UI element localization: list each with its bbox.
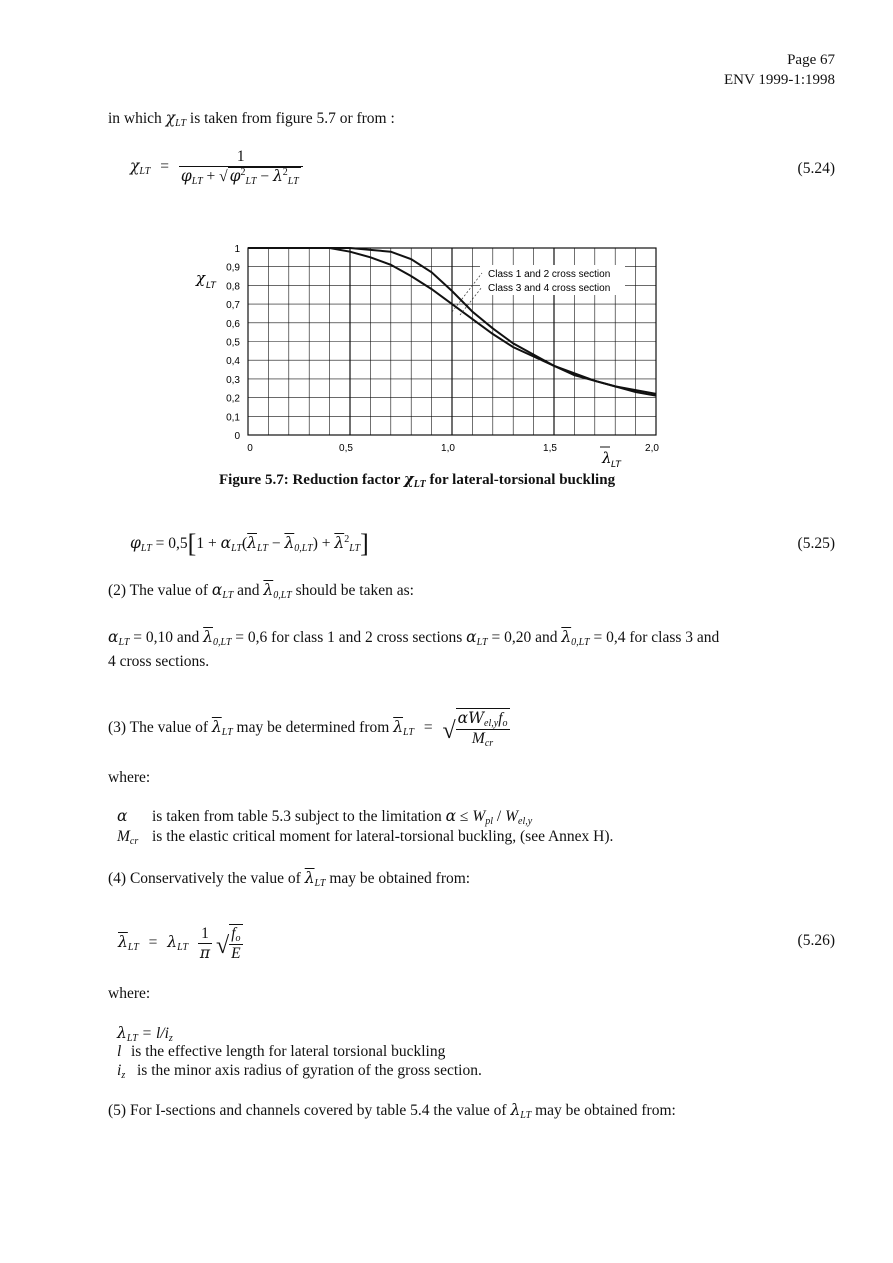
equation-5-26: $\overline{\lambda}_{LT} = \lambda_{LT}$ $\frac{1}{\pi}$ √ $\frac{f_o}{E}$	[118, 925, 241, 962]
paragraph-2-values: $\alpha_{LT} = 0,10$ and $\overline{\lambda}_{0,LT} = 0,6$ for class 1 and 2 cross sections $\alpha_{LT} = 0,20$ and $\overline{\lambda}_{0,LT} = 0,4$ for class 3 and	[108, 628, 720, 648]
legend	[452, 265, 625, 315]
paragraph-3: (3) The value of $\overline{\lambda}_{LT}$ may be determined from $\overline{\lambda}_{LT}$ = √ $\frac{\alpha W_{el,y}f_o}{M_{cr}}$	[108, 709, 508, 749]
y-tick-label: 1	[234, 244, 240, 255]
y-tick-label: 0,3	[226, 374, 240, 386]
intro-line: in which $\chi_{LT}$ is taken from figure 5.7 or from :	[108, 109, 395, 129]
legend-item-class-3-4: Class 3 and 4 cross section	[488, 283, 611, 294]
figure-caption: Figure 5.7: Reduction factor $\chi_{LT}$ for lateral-torsional buckling	[219, 470, 616, 490]
legend-item-class-1-2: Class 1 and 2 cross section	[488, 269, 611, 280]
x-tick-label: 0	[247, 443, 253, 454]
equation-5-25: $\varphi_{LT} = 0,5[1 + \alpha_{LT}(\overline{\lambda}_{LT} - \overline{\lambda}_{0,LT}) + \overline{\lambda}^2_{LT}]$	[130, 529, 369, 558]
where-label-1: where:	[108, 769, 151, 786]
x-tick-label: 1,0	[441, 443, 455, 454]
x-tick-label: 2,0	[645, 443, 659, 454]
equation-number-5-26: (5.26)	[797, 932, 835, 949]
definition-alpha: α is taken from table 5.3 subject to the limitation $\alpha \le W_{pl} / W_{el,y}$	[117, 807, 533, 827]
y-axis-label-sub: LT	[206, 281, 216, 291]
page-header	[724, 50, 835, 90]
y-tick-label: 0,5	[226, 337, 240, 349]
equation-5-24: $\chi_{LT}$ = $\frac{1}{\varphi_{LT} + √ \varphi^2_{LT} - \overline{\lambda}^2_{LT}}$	[130, 148, 303, 187]
paragraph-5: (5) For I-sections and channels covered by table 5.4 the value of $\lambda_{LT}$ may be obtained from:	[108, 1101, 676, 1121]
y-tick-label: 0,9	[226, 262, 240, 274]
definition-lambda: $\lambda_{LT} = l/i_z$	[117, 1024, 173, 1044]
x-axis-label-sub: LT	[611, 460, 621, 470]
x-axis-label: λ	[602, 449, 612, 467]
y-axis-label: χ	[196, 269, 206, 287]
x-tick-label: 0,5	[339, 443, 353, 454]
page-number: Page 67	[787, 52, 835, 68]
paragraph-2: (2) The value of $\alpha_{LT}$ and $\overline{\lambda}_{0,LT}$ should be taken as:	[108, 581, 414, 601]
equation-number-5-25: (5.25)	[797, 535, 835, 552]
reduction-factor-chart	[190, 236, 690, 472]
definition-iz: $i_z$ is the minor axis radius of gyration of the gross section.	[117, 1062, 482, 1081]
y-tick-label: 0,7	[226, 300, 240, 312]
y-tick-label: 0,6	[226, 318, 240, 330]
paragraph-4: (4) Conservatively the value of $\overline{\lambda}_{LT}$ may be obtained from:	[108, 869, 471, 889]
equation-number-5-24: (5.24)	[797, 160, 835, 177]
where-label-2: where:	[108, 985, 151, 1002]
paragraph-2-values-cont: 4 cross sections.	[108, 653, 210, 670]
y-tick-label: 0,8	[226, 281, 240, 293]
standard-code: ENV 1999-1:1998	[724, 72, 835, 88]
y-tick-label: 0,2	[226, 393, 240, 405]
y-tick-label: 0,4	[226, 356, 240, 368]
y-tick-label: 0,1	[226, 412, 240, 424]
y-tick-label: 0	[234, 431, 240, 442]
definition-l: l is the effective length for lateral torsional buckling	[117, 1043, 446, 1060]
x-tick-label: 1,5	[543, 443, 557, 454]
definition-mcr: $M_{cr}$ is the elastic critical moment for lateral-torsional buckling, (see Annex H).	[117, 828, 614, 847]
